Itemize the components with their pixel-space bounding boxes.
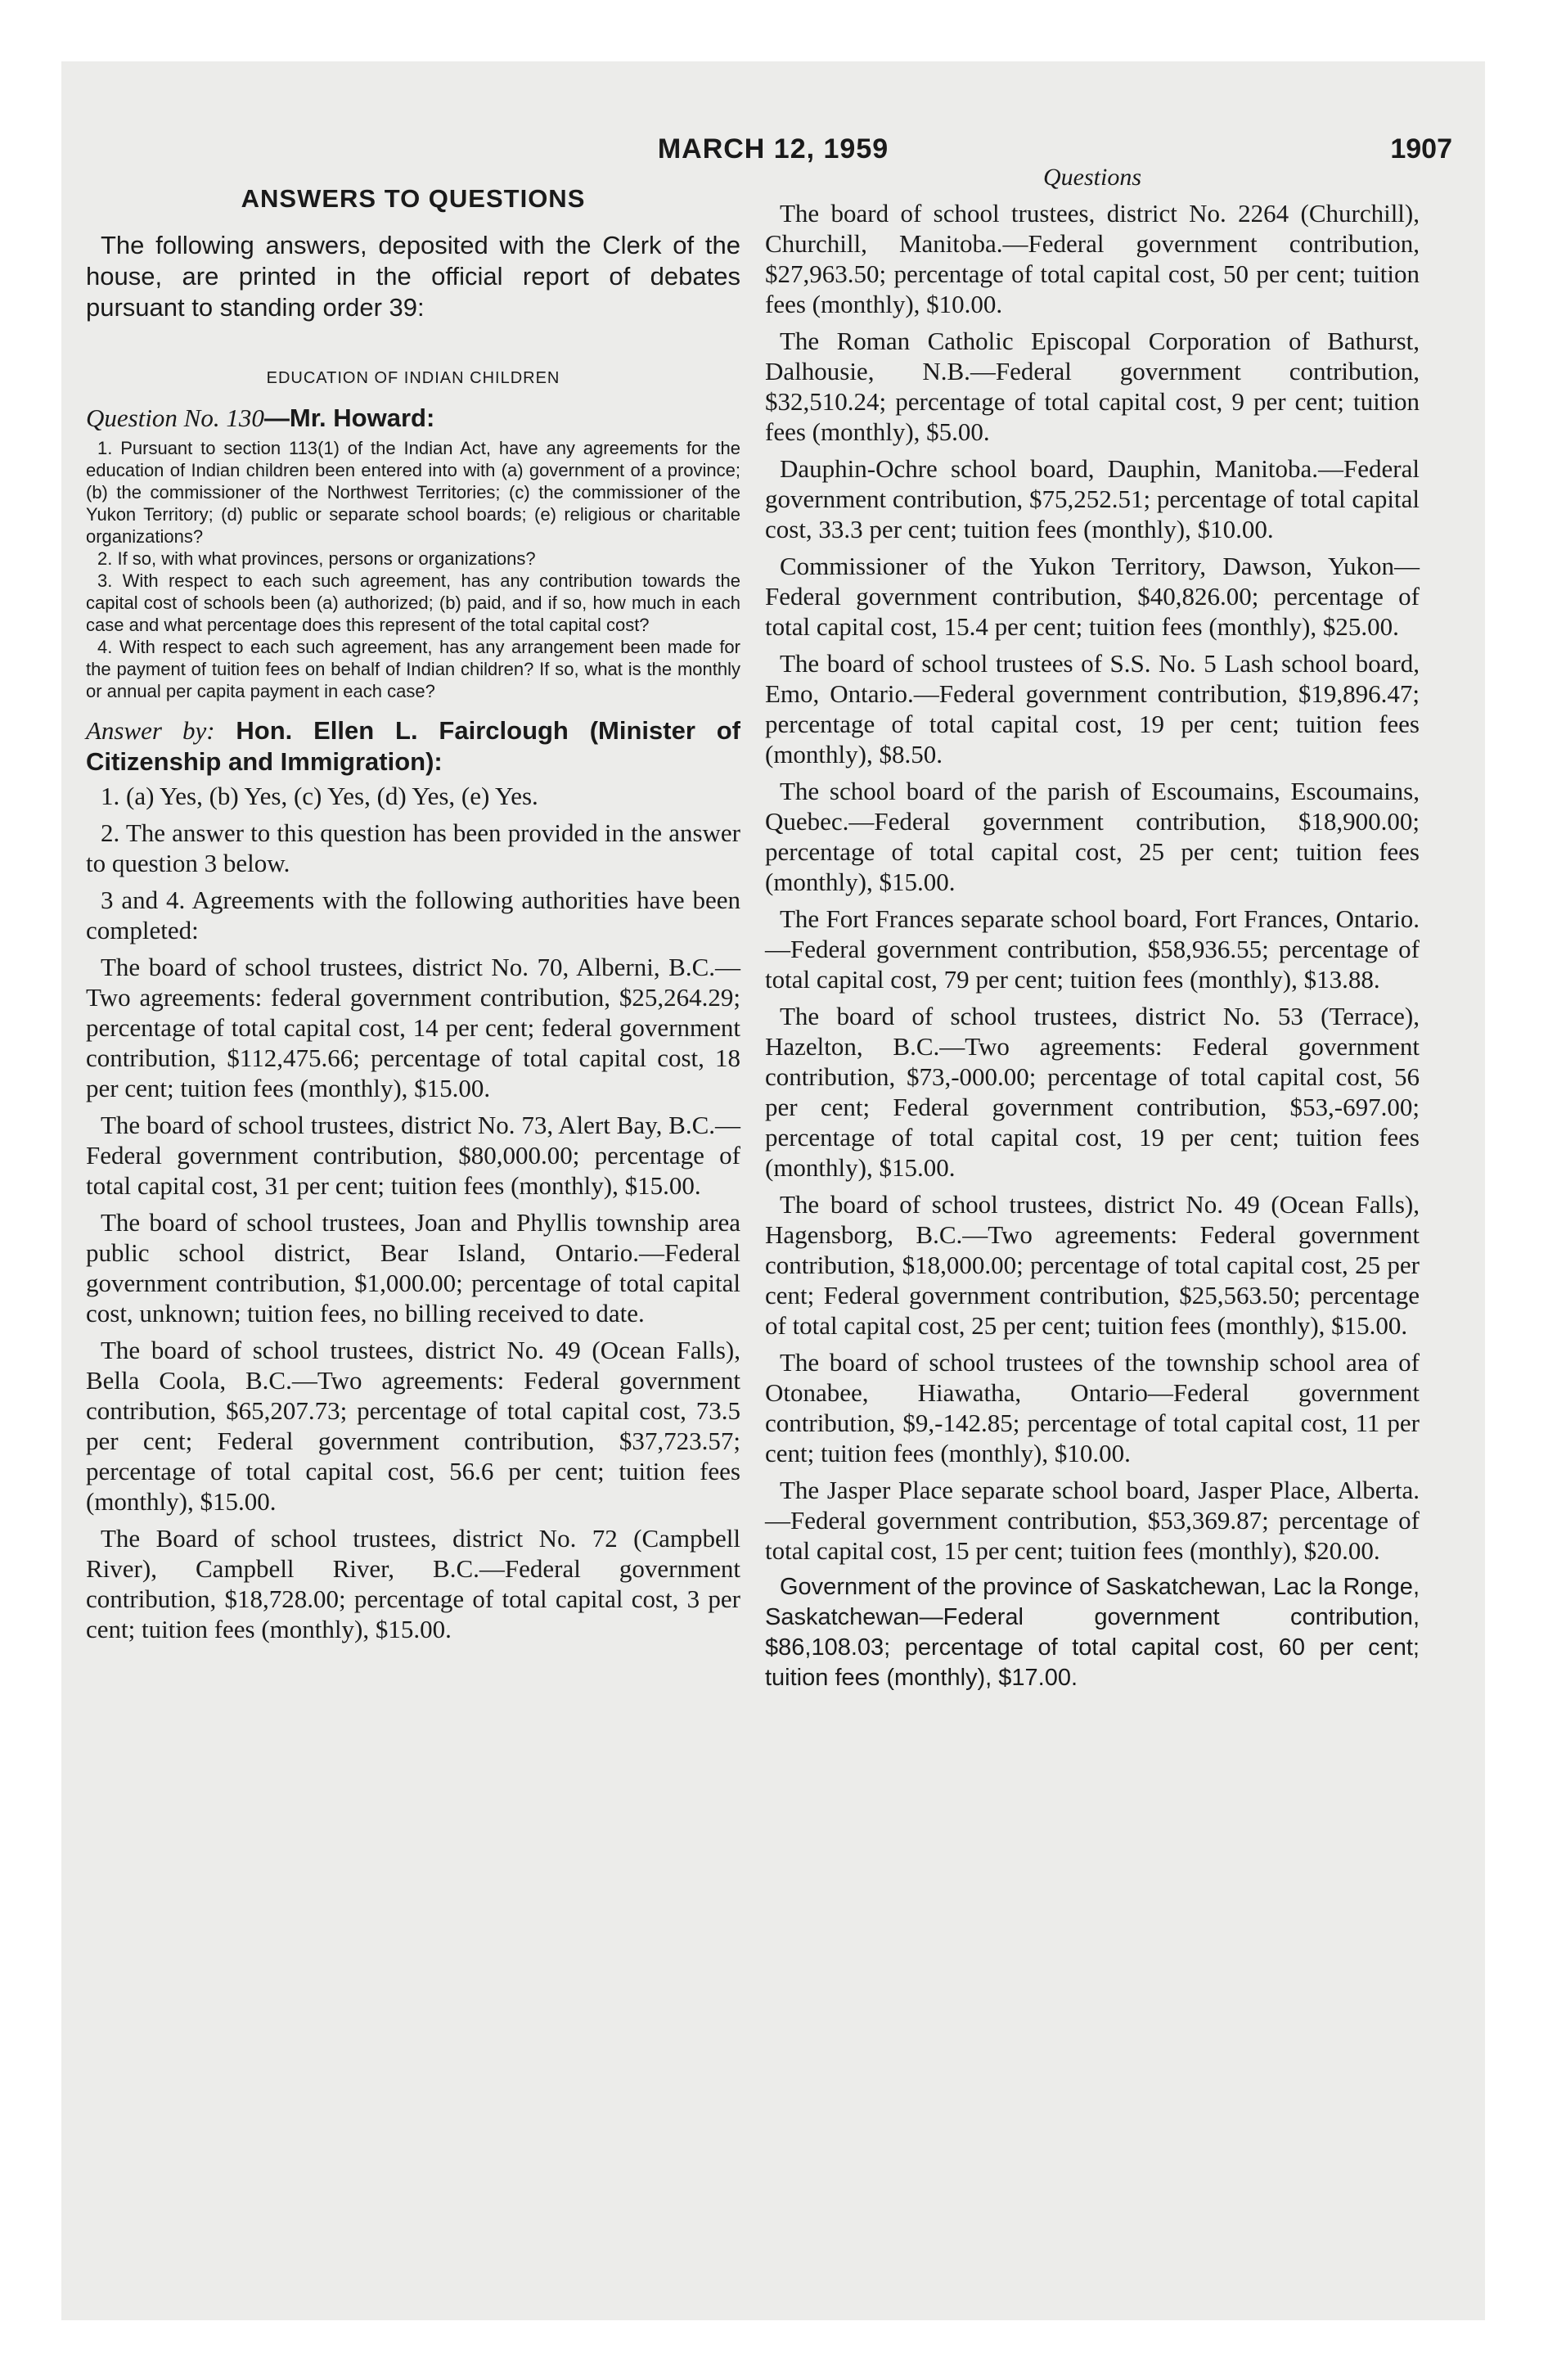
answer-paragraph: The board of school trustees, district No. 49 (Ocean Falls), Bella Coola, B.C.—Two agreements: Federal government contribution, $65,207.73; percentage of total capital cost, 73.5 per cent; Federal government contribution, $37,723.57; percentage of total capital cost, 56.6 per cent; tuition fees (monthly), $15.00. bbox=[86, 1336, 740, 1516]
question-item: 1. Pursuant to section 113(1) of the Indian Act, have any agreements for the education of Indian children been entered into with (a) government of a province; (b) the commissioner of the Northwest Territories; (c) the commissioner of the Yukon Territory; (d) public or separate school boards; (e) religious or charitable organizations? bbox=[86, 438, 740, 547]
answer-paragraph: The Board of school trustees, district No. 72 (Campbell River), Campbell River, B.C.—Federal government contribution, $18,728.00; percentage of total capital cost, 3 per cent; tuition fees (monthly), $15.00. bbox=[86, 1524, 740, 1643]
left-column bbox=[86, 184, 740, 1651]
intro-paragraph: The following answers, deposited with the Clerk of the house, are printed in the official report of debates pursuant to standing order 39: bbox=[86, 231, 740, 322]
answer-paragraph: The board of school trustees, Joan and Phyllis township area public school district, Bear Island, Ontario.—Federal government contribution, $1,000.00; percentage of total capital cost, unknown; tuition fees, no billing received to date. bbox=[86, 1208, 740, 1327]
answer-paragraph: The board of school trustees, district No. 49 (Ocean Falls), Hagensborg, B.C.—Two agreements: Federal government contribution, $18,000.00; percentage of total capital cost, 25 per cent; Federal government contribution, $25,563.50; percentage of total capital cost, 25 per cent; tuition fees (monthly), $15.00. bbox=[765, 1190, 1420, 1340]
answer-paragraph: 3 and 4. Agreements with the following authorities have been completed: bbox=[86, 886, 740, 944]
question-item: 2. If so, with what provinces, persons or organizations? bbox=[97, 548, 536, 569]
header-date: MARCH 12, 1959 bbox=[657, 133, 889, 165]
question-item: 4. With respect to each such agreement, has any arrangement been made for the payment of tuition fees on behalf of Indian children? If so, what is the monthly or annual per capita payment in each case? bbox=[86, 637, 740, 701]
running-head: Questions bbox=[1043, 164, 1141, 191]
answer-paragraph: The board of school trustees, district No. 53 (Terrace), Hazelton, B.C.—Two agreements: Federal government contribution, $73,-000.00; percentage of total capital cost, 56 per cent; Federal government contribution, $53,-697.00; percentage of total capital cost, 19 per cent; tuition fees (monthly), $15.00. bbox=[765, 1002, 1420, 1182]
subheading: EDUCATION OF INDIAN CHILDREN bbox=[266, 369, 560, 387]
answer-minister: Hon. Ellen L. Fairclough (Minister of Citizenship and Immigration): bbox=[86, 716, 740, 776]
answer-heading bbox=[86, 715, 740, 778]
answer-paragraph: The board of school trustees, district No. 73, Alert Bay, B.C.—Federal government contribution, $80,000.00; percentage of total capital cost, 31 per cent; tuition fees (monthly), $15.00. bbox=[86, 1111, 740, 1200]
answer-paragraph: The board of school trustees, district No. 70, Alberni, B.C.—Two agreements: federal government contribution, $25,264.29; percentage of total capital cost, 14 per cent; federal government contribution, $112,475.66; percentage of total capital cost, 18 per cent; tuition fees (monthly), $15.00. bbox=[86, 953, 740, 1102]
answer-paragraph: Government of the province of Saskatchewan, Lac la Ronge, Saskatchewan—Federal government contribution, $86,108.03; percentage of total capital cost, 60 per cent; tuition fees (monthly), $17.00. bbox=[765, 1574, 1420, 1691]
answer-label: Answer by: bbox=[86, 716, 215, 745]
answer-paragraph: 2. The answer to this question has been provided in the answer to question 3 below. bbox=[86, 818, 740, 877]
answer-paragraph: The Fort Frances separate school board, Fort Frances, Ontario.—Federal government contribution, $58,936.55; percentage of total capital cost, 79 per cent; tuition fees (monthly), $13.88. bbox=[765, 904, 1420, 994]
answer-paragraph: The board of school trustees of S.S. No. 5 Lash school board, Emo, Ontario.—Federal government contribution, $19,896.47; percentage of total capital cost, 19 per cent; tuition fees (monthly), $8.50. bbox=[765, 649, 1420, 769]
document-page bbox=[61, 61, 1485, 2320]
answer-paragraph: The board of school trustees of the township school area of Otonabee, Hiawatha, Ontario—Federal government contribution, $9,-142.85; percentage of total capital cost, 11 per cent; tuition fees (monthly), $10.00. bbox=[765, 1348, 1420, 1467]
page-number: 1907 bbox=[1390, 133, 1452, 165]
answer-paragraph: Commissioner of the Yukon Territory, Dawson, Yukon—Federal government contribution, $40,826.00; percentage of total capital cost, 15.4 per cent; tuition fees (monthly), $25.00. bbox=[765, 552, 1420, 641]
question-heading bbox=[86, 403, 740, 434]
right-column bbox=[765, 164, 1420, 1700]
answer-paragraph: 1. (a) Yes, (b) Yes, (c) Yes, (d) Yes, (e) Yes. bbox=[101, 782, 538, 810]
question-item: 3. With respect to each such agreement, has any contribution towards the capital cost of schools been (a) authorized; (b) paid, and if so, how much in each case and what percentage does this represent of the total capital cost? bbox=[86, 570, 740, 635]
question-member: —Mr. Howard: bbox=[263, 403, 435, 432]
answer-paragraph: The Jasper Place separate school board, Jasper Place, Alberta.—Federal government contribution, $53,369.87; percentage of total capital cost, 15 per cent; tuition fees (monthly), $20.00. bbox=[765, 1476, 1420, 1565]
question-label: Question No. 130 bbox=[86, 403, 264, 432]
answer-paragraph: The Roman Catholic Episcopal Corporation of Bathurst, Dalhousie, N.B.—Federal government contribution, $32,510.24; percentage of total capital cost, 9 per cent; tuition fees (monthly), $5.00. bbox=[765, 327, 1420, 446]
answer-paragraph: Dauphin-Ochre school board, Dauphin, Manitoba.—Federal government contribution, $75,252.51; percentage of total capital cost, 33.3 per cent; tuition fees (monthly), $10.00. bbox=[765, 454, 1420, 543]
section-title: ANSWERS TO QUESTIONS bbox=[241, 184, 586, 213]
answer-paragraph: The school board of the parish of Escoumains, Escoumains, Quebec.—Federal government contribution, $18,900.00; percentage of total capital cost, 25 per cent; tuition fees (monthly), $15.00. bbox=[765, 777, 1420, 896]
answer-paragraph: The board of school trustees, district No. 2264 (Churchill), Churchill, Manitoba.—Federal government contribution, $27,963.50; percentage of total capital cost, 50 per cent; tuition fees (monthly), $10.00. bbox=[765, 199, 1420, 318]
